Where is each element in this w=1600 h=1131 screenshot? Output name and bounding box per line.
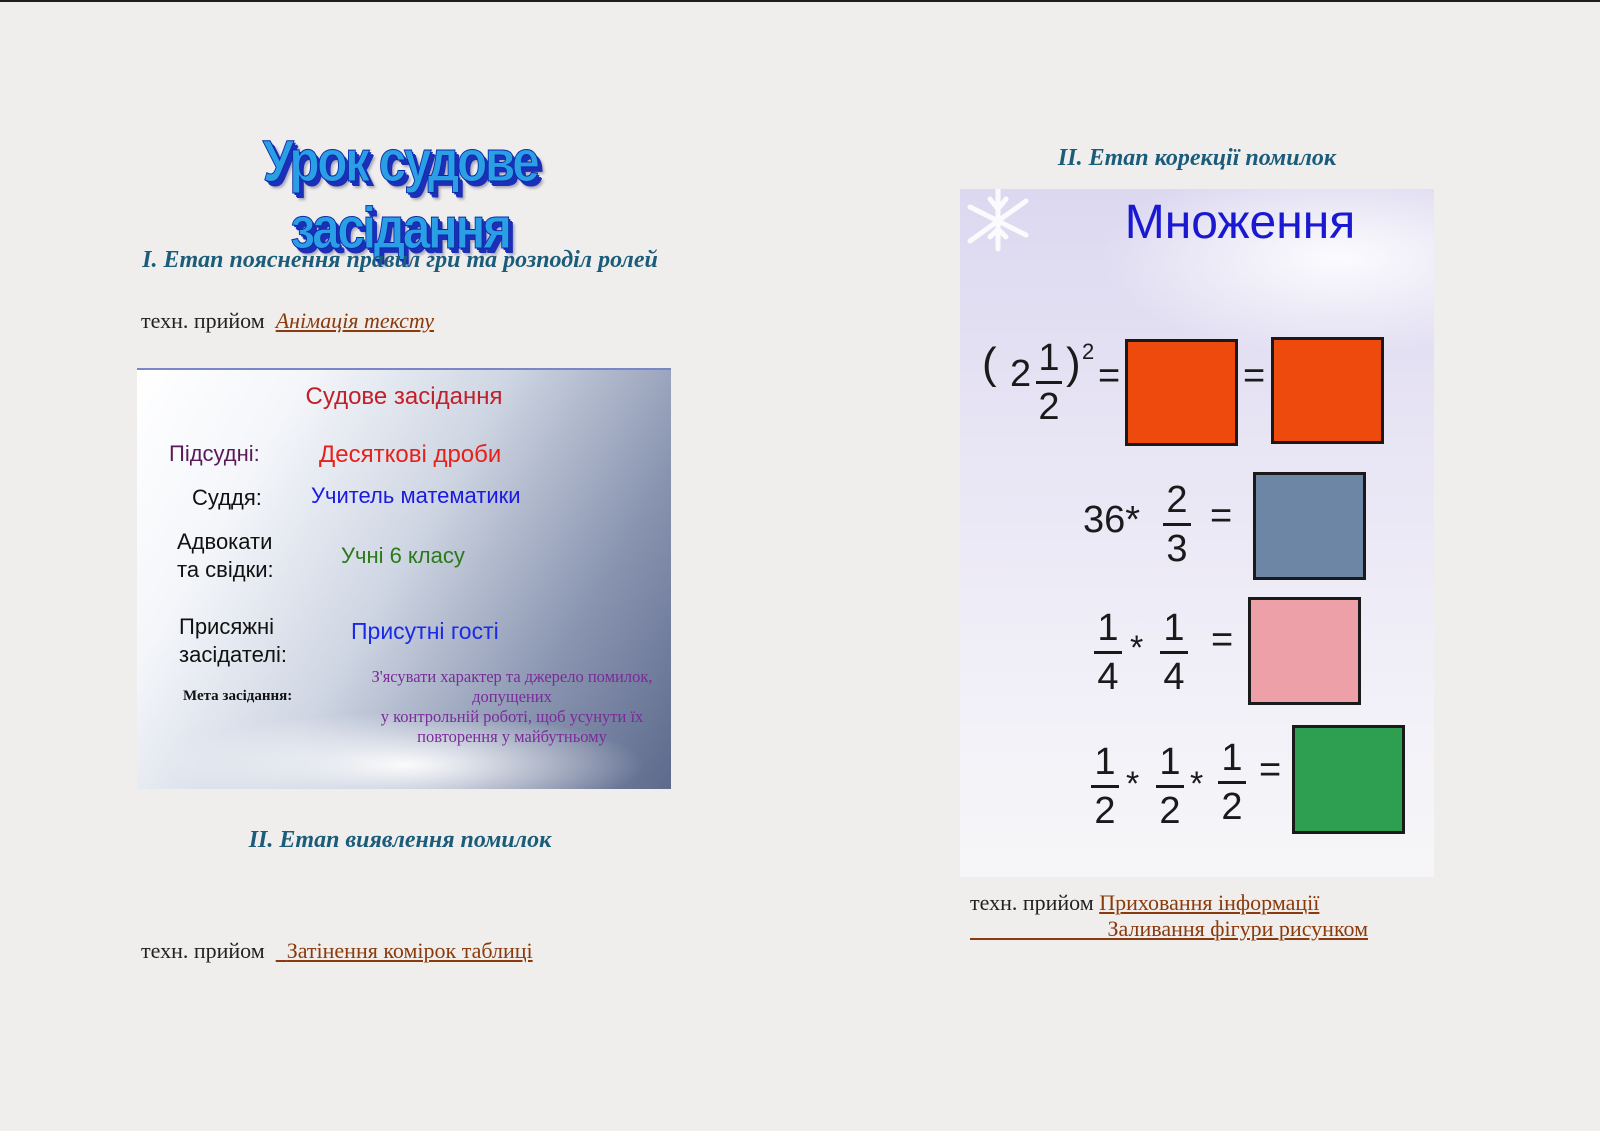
slide1-value-defendants: Десяткові дроби [319,441,502,468]
top-border-line [0,0,1600,2]
expr1-equals-2: = [1243,355,1266,397]
expr4-num3: 1 [1221,737,1243,779]
slide2-title: Множення [1124,196,1356,249]
expr2-whole: 36* [1083,499,1141,541]
expr2-equals: = [1210,495,1233,537]
expr1-whole: 2 [1010,353,1032,395]
slide1-goal-text: З'ясувати характер та джерело помилок, допущених у контрольній роботі, щоб усунути їх повторення у майбутньому [371,667,653,746]
tech3-link-2[interactable] [970,916,1368,941]
tech2-link[interactable] [276,938,533,963]
tech1-link[interactable]: Анімація тексту [275,308,435,333]
expr3-den2: 4 [1163,656,1185,698]
tech1-line [141,308,434,334]
expr4-operator-1: * [1126,765,1140,803]
slide-court-session [137,368,671,789]
expr4-equals: = [1259,749,1282,791]
expr4-fraction-2 [1156,743,1184,830]
slide-multiplication [960,189,1434,877]
fraction-bar [1094,651,1122,654]
expr4-den3: 2 [1221,786,1243,828]
answer-box-orange-1[interactable] [1125,339,1238,446]
tech3-label: техн. прийом [970,890,1094,915]
expr1-num: 1 [1038,337,1060,379]
expr3-num2: 1 [1163,607,1185,649]
expr1-fraction [1036,339,1062,426]
expr4-den1: 2 [1094,790,1116,832]
answer-box-green[interactable] [1292,725,1405,834]
expr1-exponent: 2 [1082,339,1095,364]
slide1-value-advocates: Учні 6 класу [341,543,465,568]
expr4-fraction-1 [1091,743,1119,830]
expr2-num: 2 [1166,479,1188,521]
tech2-line [141,938,533,964]
expr3-equals: = [1211,619,1234,661]
fraction-bar [1036,381,1062,384]
answer-box-orange-2[interactable] [1271,337,1384,444]
expr3-operator: * [1130,629,1144,667]
slide1-value-jurors: Присутні гості [351,618,499,644]
expr1-den: 2 [1038,386,1060,428]
expr4-den2: 2 [1159,790,1181,832]
expr1-open-paren: ( [982,339,997,388]
fraction-bar [1163,523,1191,526]
slide1-title: Судове засідання [305,383,503,410]
tech3-line-2 [970,916,1368,942]
stage1-title: І. Етап пояснення правил гри та розподіл ролей [142,247,658,273]
fraction-bar [1160,651,1188,654]
fraction-bar [1091,785,1119,788]
expr4-num2: 1 [1159,741,1181,783]
slide1-goal-label: Мета засідання: [183,688,293,704]
fraction-bar [1156,785,1184,788]
expr1-close-paren: ) [1066,339,1081,388]
slide1-label-judge: Суддя: [192,485,262,510]
tech3-link-2-text: Заливання фігури рисунком [1107,916,1369,941]
expr3-fraction-1 [1094,609,1122,696]
slide1-label-advocates: Адвокати та свідки: [177,529,274,582]
fraction-bar [1218,781,1246,784]
expr4-fraction-3 [1218,739,1246,826]
stage3-title: ІІ. Етап корекції помилок [1057,145,1337,171]
slide1-label-jurors: Присяжні засідателі: [179,614,287,667]
lesson-title-wordart: Урок судове засідання [262,129,538,261]
slide1-value-judge: Учитель математики [311,483,521,508]
expr4-num1: 1 [1094,741,1116,783]
answer-box-pink[interactable] [1248,597,1361,705]
stage2-title: ІІ. Етап виявлення помилок [248,827,552,853]
expr1-equals: = [1098,355,1121,397]
expr3-fraction-2 [1160,609,1188,696]
expr2-den: 3 [1166,528,1188,570]
slide1-label-defendants: Підсудні: [169,441,260,466]
tech2-link-text: Затінення комірок таблиці [286,938,533,963]
expr2-fraction [1163,481,1191,568]
tech1-label: техн. прийом [141,308,265,333]
expr4-operator-2: * [1190,765,1204,803]
tech3-line [970,890,1319,916]
expr3-den1: 4 [1097,656,1119,698]
tech3-link-1[interactable]: Приховання інформації [1099,890,1320,915]
answer-box-blue[interactable] [1253,472,1366,580]
tech2-label: техн. прийом [141,938,265,963]
expr3-num1: 1 [1097,607,1119,649]
